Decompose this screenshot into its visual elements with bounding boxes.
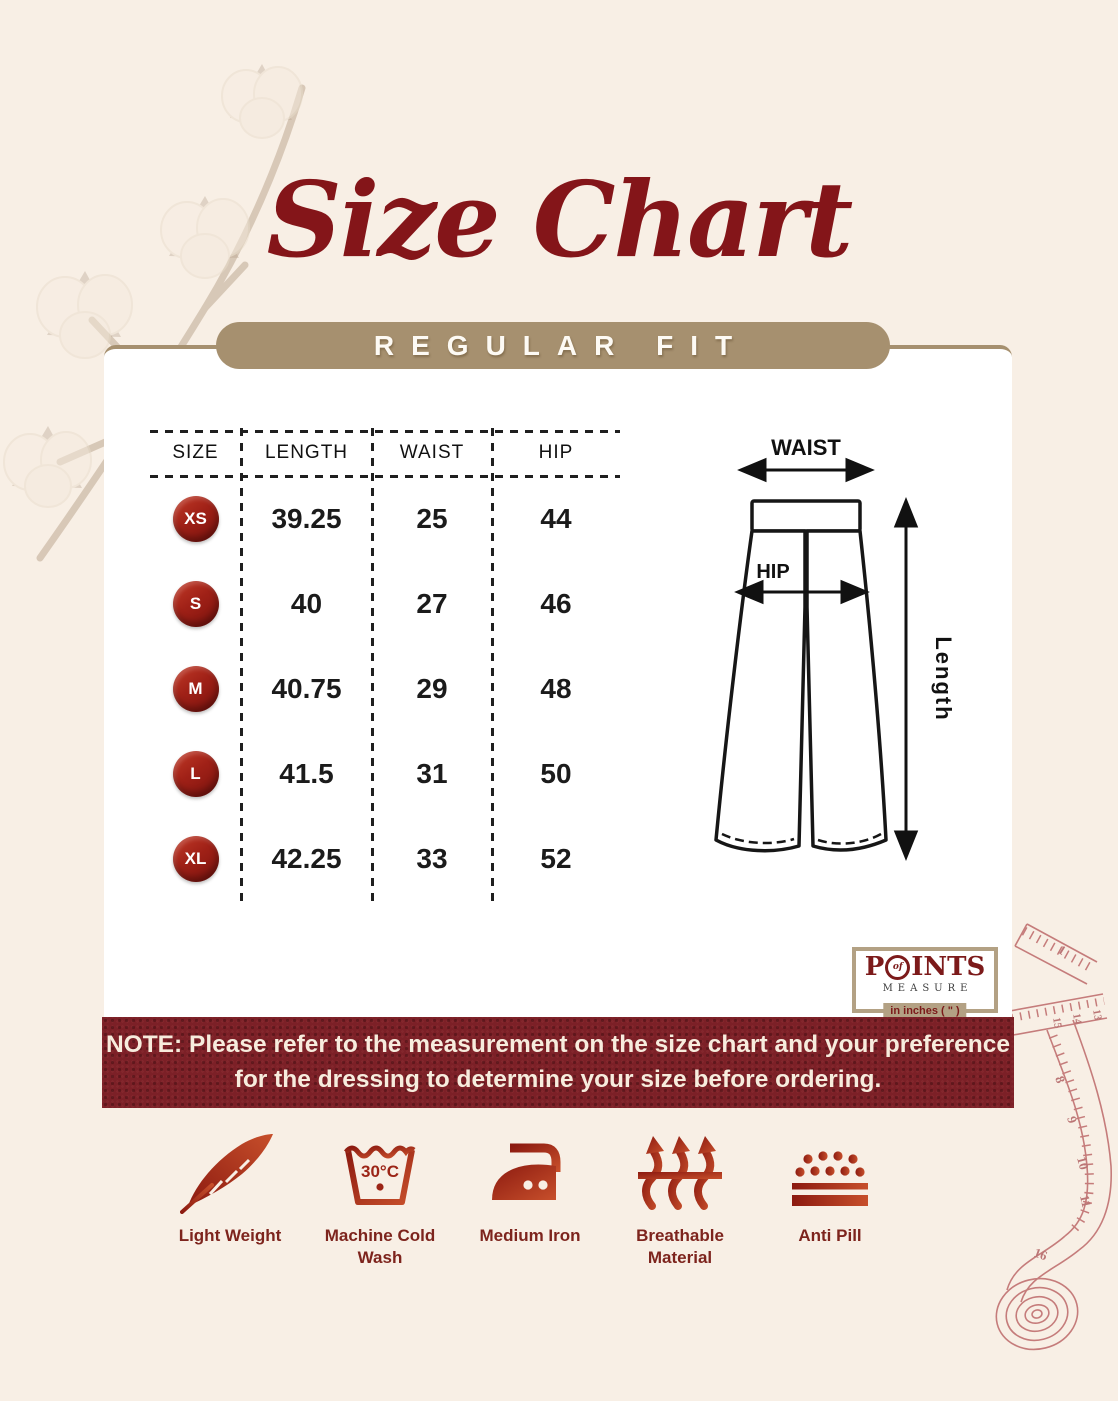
waist-value: 31: [416, 757, 448, 789]
feature-label: Anti Pill: [798, 1226, 862, 1245]
column-header-hip: HIP: [538, 442, 574, 463]
table-row: [150, 816, 620, 901]
tape-number: 1: [1055, 941, 1069, 958]
feature-anti-pill: [750, 1130, 910, 1247]
length-value: 41.5: [279, 757, 334, 789]
anti-pill-icon: [788, 1130, 872, 1214]
feature-label: Light Weight: [178, 1226, 282, 1245]
logo-brand-p: P: [864, 952, 885, 982]
iron-icon: [488, 1130, 572, 1214]
size-badge: XS: [173, 496, 219, 542]
waist-value: 25: [416, 502, 448, 534]
note-line-1: NOTE: Please refer to the measurement on the size chart and your preference: [105, 1030, 1011, 1058]
feature-label: Medium Iron: [479, 1226, 581, 1245]
fit-banner: [216, 322, 890, 369]
breathable-icon: [636, 1130, 724, 1214]
table-row: [150, 646, 620, 731]
logo-o-of: of: [885, 955, 910, 980]
tape-number: 8: [1052, 1073, 1069, 1086]
tape-number: 16: [1031, 1244, 1050, 1264]
column-header-size: SIZE: [172, 442, 219, 463]
tape-number: 11: [1077, 1193, 1095, 1209]
logo-brand-rest: INTS: [911, 952, 986, 982]
column-header-waist: WAIST: [399, 442, 465, 463]
feature-machine-cold-wash: [300, 1130, 460, 1269]
tape-number: 14: [1070, 1012, 1084, 1026]
hip-value: 44: [540, 502, 572, 534]
waist-value: 29: [416, 672, 448, 704]
feature-medium-iron: [450, 1130, 610, 1247]
column-header-length: LENGTH: [264, 442, 349, 463]
note-banner: [102, 1017, 1014, 1108]
size-badge: L: [173, 751, 219, 797]
table-divider: [491, 428, 494, 906]
hip-value: 46: [540, 587, 572, 619]
length-value: 40.75: [271, 672, 342, 704]
logo-brand: [865, 954, 986, 980]
waistband: [752, 501, 860, 531]
hip-value: 48: [540, 672, 572, 704]
feature-light-weight: [150, 1130, 310, 1247]
logo-measure: MEASURE: [882, 983, 973, 994]
table-row: [150, 561, 620, 646]
tape-number: 10: [1074, 1154, 1092, 1172]
size-table: [150, 430, 620, 901]
points-of-measure-logo: [852, 947, 998, 1017]
table-divider: [150, 475, 620, 478]
feature-label: Machine Cold Wash: [324, 1226, 436, 1268]
hip-value: 52: [540, 842, 572, 874]
hip-label: HIP: [756, 561, 790, 583]
table-row: [150, 476, 620, 561]
page-title: Size Chart: [266, 158, 852, 281]
size-badge: S: [173, 581, 219, 627]
feature-breathable-material: [600, 1130, 760, 1269]
length-value: 42.25: [271, 842, 342, 874]
pants-diagram: [695, 425, 975, 885]
waist-label: WAIST: [771, 435, 841, 460]
waist-value: 33: [416, 842, 448, 874]
table-divider: [240, 428, 243, 906]
table-divider: [150, 430, 620, 433]
note-line-2: for the dressing to determine your size before ordering.: [234, 1065, 882, 1093]
fit-banner-label: REGULAR FIT: [373, 329, 750, 361]
right-leg: [807, 531, 886, 850]
hip-value: 50: [540, 757, 572, 789]
wash-temp-label: 30°C: [361, 1162, 399, 1181]
tape-number: 15: [1050, 1016, 1064, 1030]
tape-number: 13: [1090, 1008, 1104, 1022]
length-label: Length: [931, 636, 956, 722]
size-badge: M: [173, 666, 219, 712]
logo-units-note: in inches ( " ): [883, 1003, 966, 1019]
waist-value: 27: [416, 587, 448, 619]
table-header-row: [150, 430, 620, 476]
size-badge: XL: [173, 836, 219, 882]
tape-number: 9: [1064, 1114, 1081, 1126]
feature-label: Breathable Material: [636, 1226, 724, 1268]
wash-tub-icon: [338, 1130, 422, 1214]
table-divider: [371, 428, 374, 906]
length-value: 40: [290, 587, 323, 619]
length-value: 39.25: [271, 502, 342, 534]
feather-icon: [180, 1130, 280, 1214]
table-row: [150, 731, 620, 816]
